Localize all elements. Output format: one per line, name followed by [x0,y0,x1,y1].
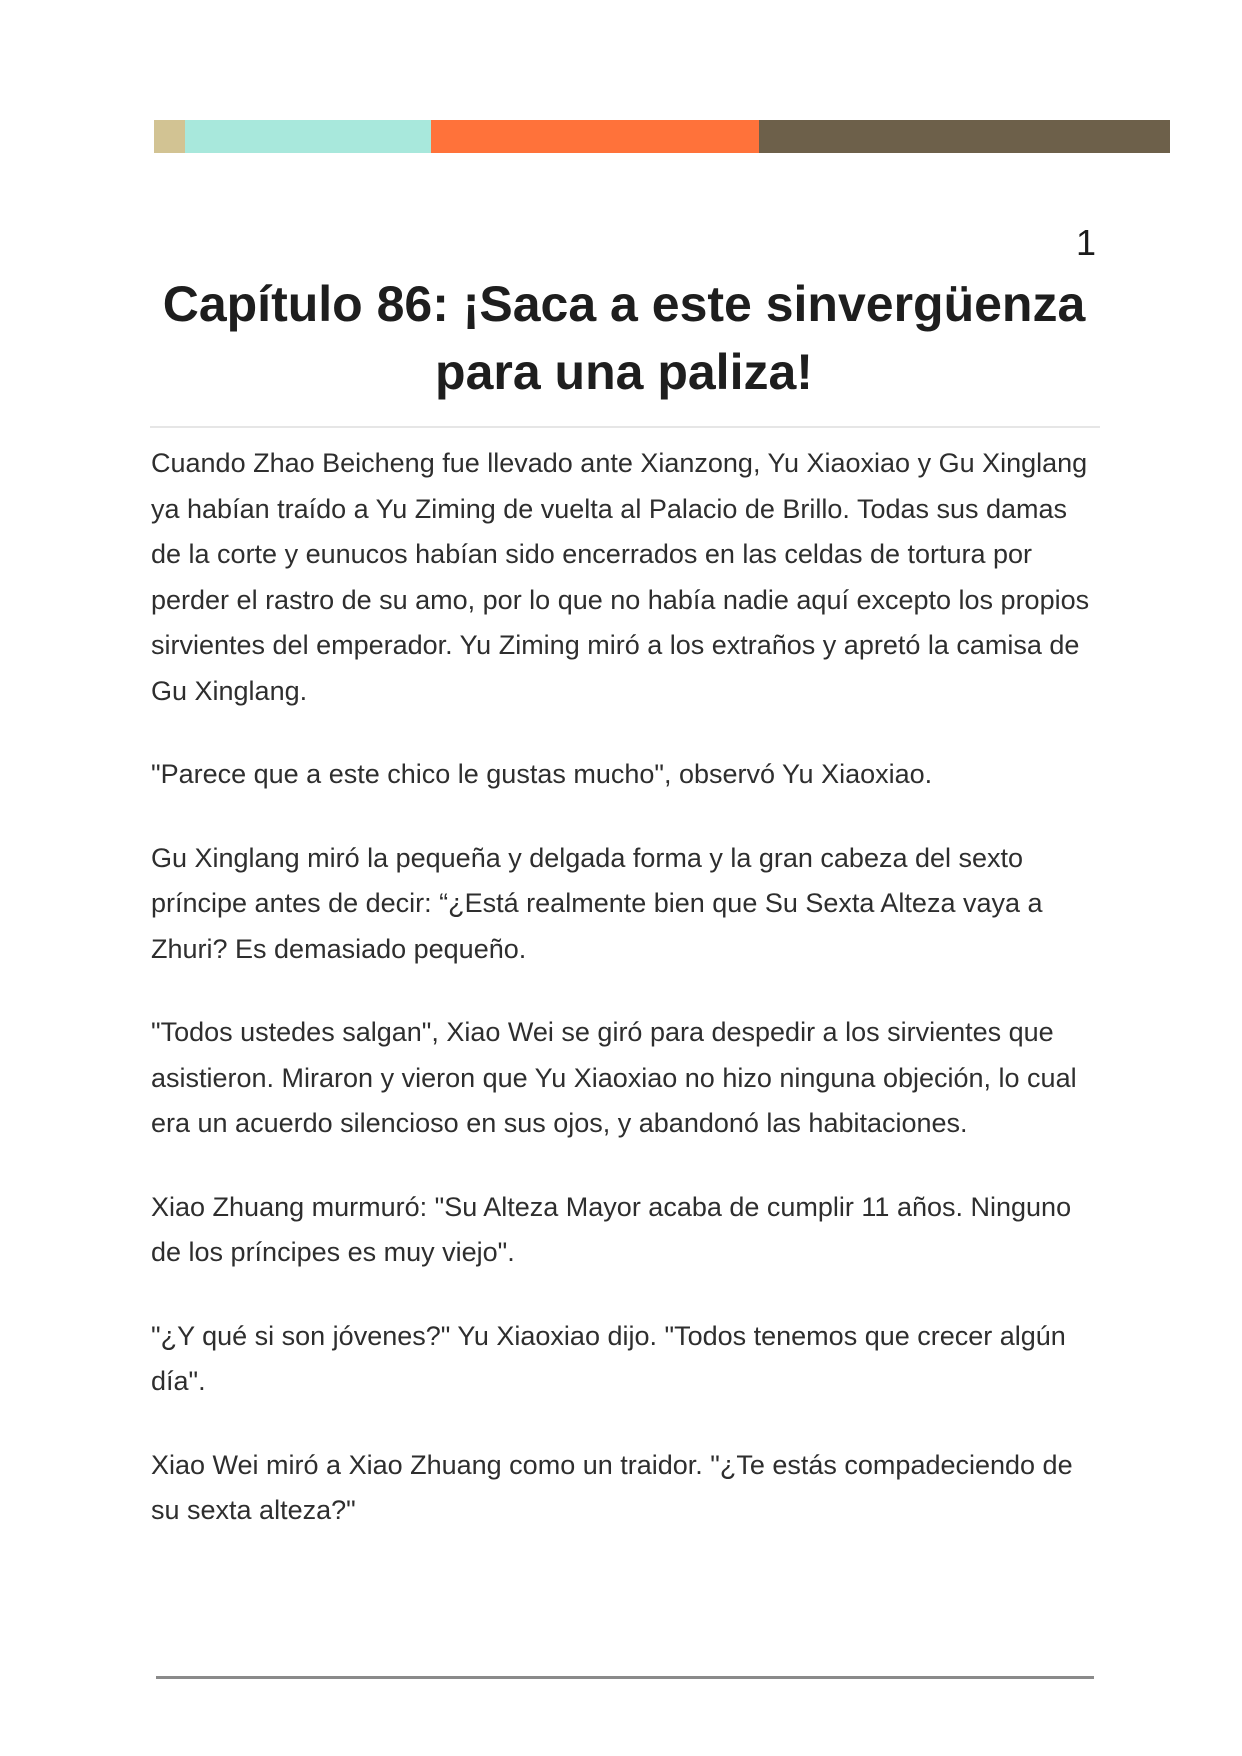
footer-divider [156,1676,1094,1679]
title-divider [150,426,1100,428]
paragraph: "Parece que a este chico le gustas mucho", observó Yu Xiaoxiao. [151,759,933,789]
paragraph: Gu Xinglang miró la pequeña y delgada forma y la gran cabeza del sexto príncipe antes de decir: “¿Está realmente bien que Su Sexta Alteza vaya a Zhuri? Es demasiado pequeño. [151,842,1043,964]
paragraph: Cuando Zhao Beicheng fue llevado ante Xianzong, Yu Xiaoxiao y Gu Xinglang ya habían traído a Yu Ziming de vuelta al Palacio de Brillo. Todas sus damas de la corte y eunucos habían sido encerrados en las celdas de tortura por perder el rastro de su amo, por lo que no había nadie aquí excepto los propios sirvientes del emperador. Yu Ziming miró a los extraños y apretó la camisa de Gu Xinglang. [151,448,1090,706]
header-color-bar [154,120,1170,153]
chapter-title [150,270,1098,406]
color-bar-segment-brown [759,120,1170,153]
color-bar-segment-orange [431,120,759,153]
paragraph: Xiao Zhuang murmuró: "Su Alteza Mayor acaba de cumplir 11 años. Ninguno de los príncipes es muy viejo". [151,1191,1072,1267]
paragraph: Xiao Wei miró a Xiao Zhuang como un traidor. "¿Te estás compadeciendo de su sexta alteza?" [151,1449,1073,1525]
color-bar-segment-tan [154,120,185,153]
chapter-title-line-2: para una paliza! [435,344,813,400]
chapter-title-line-1: Capítulo 86: ¡Saca a este sinvergüenza [162,276,1086,332]
color-bar-segment-aqua [185,120,431,153]
page-number: 1 [1075,222,1096,263]
paragraph: "Todos ustedes salgan", Xiao Wei se giró para despedir a los sirvientes que asistieron. Miraron y vieron que Yu Xiaoxiao no hizo ninguna objeción, lo cual era un acuerdo silencioso en sus ojos, y abandonó las habitaciones. [151,1017,1077,1138]
paragraph: "¿Y qué si son jóvenes?" Yu Xiaoxiao dijo. "Todos tenemos que crecer algún día". [151,1320,1066,1396]
chapter-body [151,441,1101,1572]
